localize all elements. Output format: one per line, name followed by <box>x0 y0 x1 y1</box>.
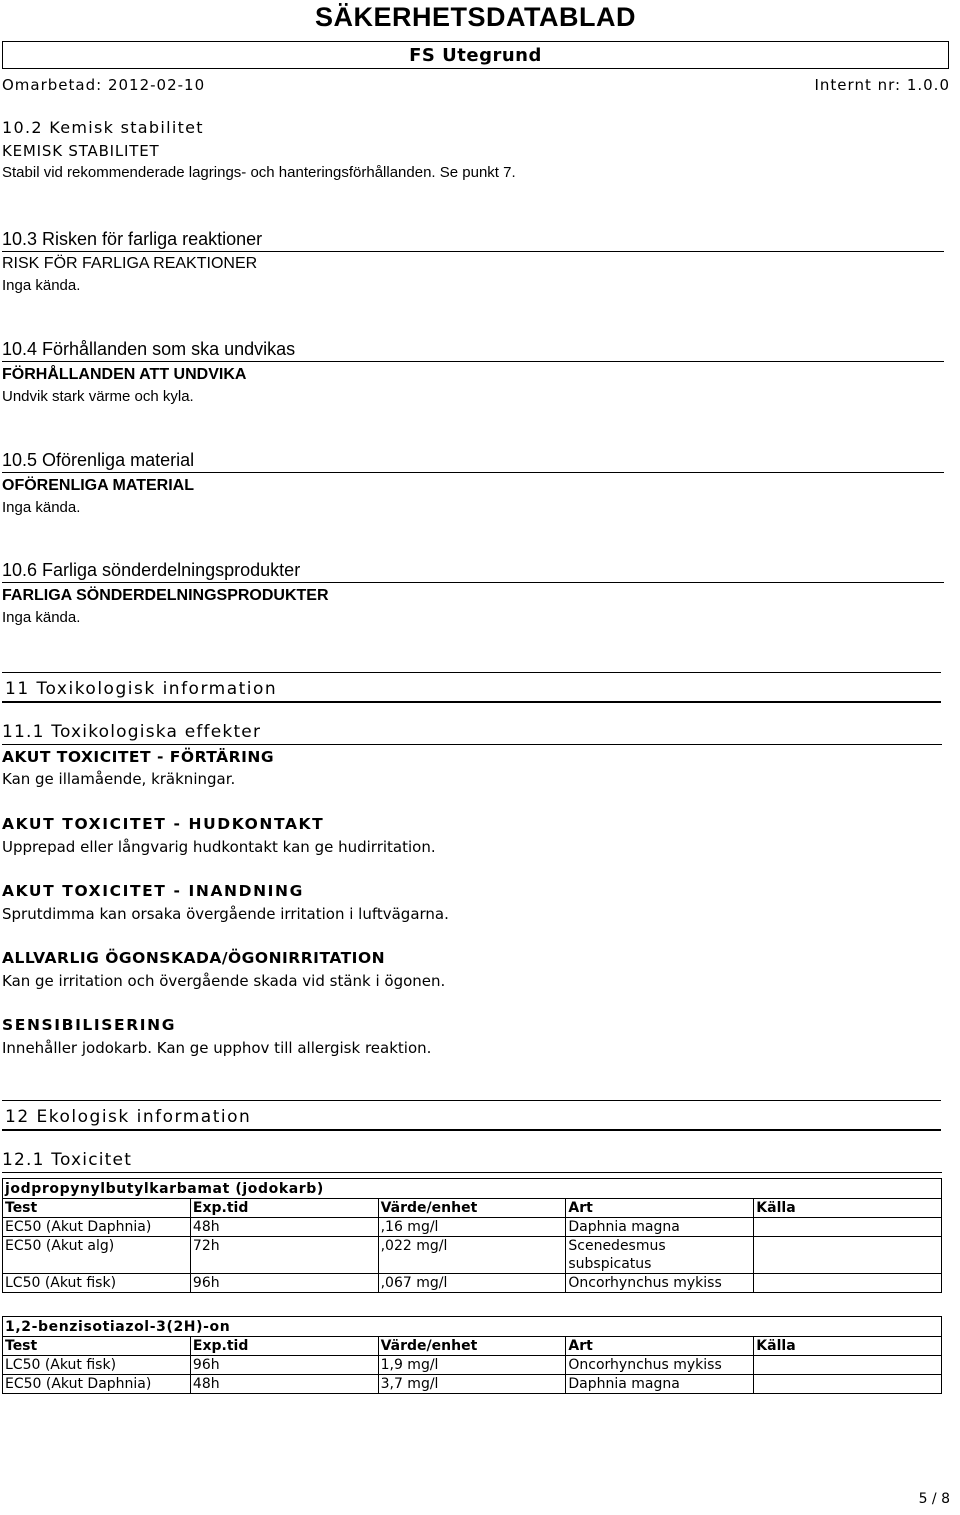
table-cell: LC50 (Akut fisk) <box>3 1356 191 1375</box>
table-cell: Daphnia magna <box>566 1218 754 1237</box>
section-10-3 <box>2 228 944 296</box>
table-row <box>3 1375 942 1394</box>
tox-item-title: ALLVARLIG ÖGONSKADA/ÖGONIRRITATION <box>2 949 386 967</box>
table-header-row <box>3 1337 942 1356</box>
table-cell: 1,9 mg/l <box>378 1356 566 1375</box>
table-cell: EC50 (Akut Daphnia) <box>3 1218 191 1237</box>
table-cell: Oncorhynchus mykiss <box>566 1274 754 1293</box>
tox-item-text: Sprutdimma kan orsaka övergående irritation i luftvägarna. <box>2 905 449 923</box>
column-header: Test <box>3 1337 191 1356</box>
table-cell: LC50 (Akut fisk) <box>3 1274 191 1293</box>
table-cell: EC50 (Akut Daphnia) <box>3 1375 191 1394</box>
section-heading: 10.6 Farliga sönderdelningsprodukter <box>2 559 944 583</box>
tox-item-title: AKUT TOXICITET - INANDNING <box>2 882 304 900</box>
section-subheading: KEMISK STABILITET <box>2 142 160 160</box>
table-cell: ,16 mg/l <box>378 1218 566 1237</box>
table-cell: ,067 mg/l <box>378 1274 566 1293</box>
document-title: SÄKERHETSDATABLAD <box>315 2 636 32</box>
section-text: Undvik stark värme och kyla. <box>2 388 194 405</box>
substance-name: 1,2-benzisotiazol-3(2H)-on <box>3 1317 942 1337</box>
revised-date: Omarbetad: 2012-02-10 <box>2 76 206 94</box>
column-header: Test <box>3 1199 191 1218</box>
section-text: Inga kända. <box>2 277 81 294</box>
column-header: Värde/enhet <box>378 1199 566 1218</box>
section-11-heading: 11 Toxikologisk information <box>2 672 941 703</box>
page-number: 5 / 8 <box>918 1491 950 1507</box>
table-header-row <box>3 1199 942 1218</box>
section-heading: 10.4 Förhållanden som ska undvikas <box>2 338 944 362</box>
section-10-6 <box>2 559 944 628</box>
column-header: Art <box>566 1337 754 1356</box>
table-cell: Daphnia magna <box>566 1375 754 1394</box>
table-cell: 72h <box>190 1237 378 1274</box>
tox-item-title: AKUT TOXICITET - HUDKONTAKT <box>2 815 325 833</box>
table-cell <box>754 1237 942 1274</box>
table-cell: 48h <box>190 1218 378 1237</box>
section-12-heading: 12 Ekologisk information <box>2 1100 941 1131</box>
section-10-2 <box>2 118 944 183</box>
section-10-4 <box>2 338 944 407</box>
tox-item-text: Kan ge irritation och övergående skada vid stänk i ögonen. <box>2 972 446 990</box>
table-cell: 96h <box>190 1274 378 1293</box>
internal-number: Internt nr: 1.0.0 <box>814 76 950 94</box>
table-cell <box>754 1274 942 1293</box>
section-subheading: FÖRHÅLLANDEN ATT UNDVIKA <box>2 366 247 383</box>
section-subheading: FARLIGA SÖNDERDELNINGSPRODUKTER <box>2 587 329 604</box>
table-cell: Oncorhynchus mykiss <box>566 1356 754 1375</box>
table-cell: 48h <box>190 1375 378 1394</box>
table-cell: 96h <box>190 1356 378 1375</box>
column-header: Värde/enhet <box>378 1337 566 1356</box>
section-text: Stabil vid rekommenderade lagrings- och hanteringsförhållanden. Se punkt 7. <box>2 164 516 181</box>
table-cell: 3,7 mg/l <box>378 1375 566 1394</box>
table-cell <box>754 1218 942 1237</box>
section-subheading: RISK FÖR FARLIGA REAKTIONER <box>2 255 258 272</box>
column-header: Källa <box>754 1199 942 1218</box>
section-12-1-heading: 12.1 Toxicitet <box>2 1149 942 1173</box>
toxicity-table-2 <box>2 1316 942 1394</box>
table-row <box>3 1237 942 1274</box>
tox-item-text: Innehåller jodokarb. Kan ge upphov till allergisk reaktion. <box>2 1039 432 1057</box>
table-cell <box>754 1356 942 1375</box>
table-cell <box>754 1375 942 1394</box>
substance-name: jodpropynylbutylkarbamat (jodokarb) <box>3 1179 942 1199</box>
table-cell: ,022 mg/l <box>378 1237 566 1274</box>
product-name: FS Utegrund <box>409 45 542 66</box>
column-header: Exp.tid <box>190 1199 378 1218</box>
section-text: Inga kända. <box>2 609 81 626</box>
section-heading: 10.5 Oförenliga material <box>2 449 944 473</box>
tox-item-title: AKUT TOXICITET - FÖRTÄRING <box>2 748 275 766</box>
tox-item-title: SENSIBILISERING <box>2 1016 177 1034</box>
section-11-1-heading: 11.1 Toxikologiska effekter <box>2 721 942 745</box>
table-row <box>3 1274 942 1293</box>
section-text: Inga kända. <box>2 499 81 516</box>
table-cell: EC50 (Akut alg) <box>3 1237 191 1274</box>
table-row <box>3 1356 942 1375</box>
column-header: Art <box>566 1199 754 1218</box>
section-heading: 10.3 Risken för farliga reaktioner <box>2 228 944 252</box>
table-cell: Scenedesmus subspicatus <box>566 1237 754 1274</box>
table-row <box>3 1218 942 1237</box>
section-heading: 10.2 Kemisk stabilitet <box>2 118 204 137</box>
column-header: Exp.tid <box>190 1337 378 1356</box>
section-subheading: OFÖRENLIGA MATERIAL <box>2 477 194 494</box>
section-10-5 <box>2 449 944 518</box>
tox-item-text: Kan ge illamående, kräkningar. <box>2 770 236 788</box>
toxicity-table-1 <box>2 1178 942 1293</box>
tox-item-text: Upprepad eller långvarig hudkontakt kan ge hudirritation. <box>2 838 436 856</box>
column-header: Källa <box>754 1337 942 1356</box>
